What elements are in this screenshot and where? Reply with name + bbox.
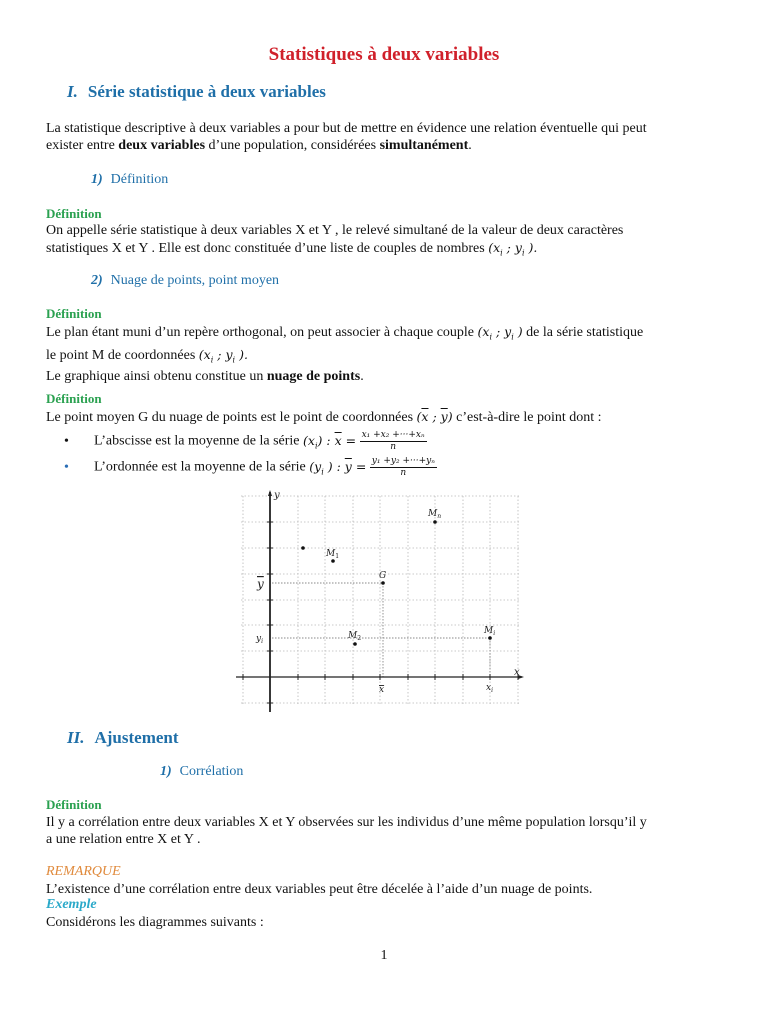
section-2-number: II.: [67, 728, 85, 747]
mean-point-coords: ($\overline{x}$ ; $\overline{y}$): [416, 409, 453, 424]
definition-text: Le graphique ainsi obtenu constitue un: [46, 369, 267, 384]
bullet-text: L’ordonnée est la moyenne de la série: [94, 459, 306, 475]
definition-line: [46, 239, 623, 262]
formula-series: ($y_i$ ) : $\overline{y}$ =: [309, 458, 367, 477]
example-text: Considérons les diagrammes suivants :: [46, 915, 264, 930]
subsection-2-1-heading: [160, 764, 243, 780]
mean-y-formula: [370, 456, 437, 479]
subsection-1-2-heading: [91, 273, 279, 289]
definition-text: c’est-à-dire le point dont :: [456, 410, 602, 425]
couple-formula: ($x_i$ ; $y_i$ ).: [488, 240, 538, 258]
y-mean-label: y: [257, 577, 264, 591]
formula-numerator: x₁ +x₂ +···+xₙ: [361, 430, 425, 440]
definition-text: .: [360, 369, 364, 384]
x-mean-label: x: [379, 685, 385, 695]
example-label: Exemple: [46, 897, 97, 912]
x-axis-label: x: [514, 667, 520, 678]
section-1-title: Série statistique à deux variables: [87, 82, 326, 101]
subsection-1-1-heading: [91, 172, 168, 188]
label-m2: $M_2$: [348, 631, 362, 642]
formula-denominator: n: [390, 442, 396, 452]
definition-text: statistiques X et Y . Elle est donc constituée d’une liste de couples de nombres: [46, 241, 485, 256]
data-point-mn: [433, 520, 437, 524]
intro-line-2: [46, 137, 647, 154]
definition-line: [46, 346, 643, 369]
remark-label: REMARQUE: [46, 864, 121, 879]
definition-line: On appelle série statistique à deux variables X et Y , le relevé simultané de la valeur de deux caractères: [46, 223, 624, 238]
remark-text: L’existence d’une corrélation entre deux variables peut être décelée à l’aide d’un nuage de points.: [46, 882, 593, 897]
label-mn: $M_n$: [428, 509, 442, 520]
subsection-title: Nuage de points, point moyen: [110, 273, 280, 288]
xi-label: $x_i$: [486, 683, 493, 694]
intro-bold-1: deux variables: [118, 138, 206, 153]
y-axis-arrow-icon: [268, 490, 272, 496]
definition-label: Définition: [46, 206, 102, 221]
label-g: G: [379, 571, 387, 581]
couple-formula: ($x_i$ ; $y_i$ ): [477, 324, 523, 342]
intro-text: exister entre: [46, 138, 119, 153]
section-2-title: Ajustement: [94, 728, 179, 747]
mean-x-formula: [360, 430, 427, 453]
yi-label: $y_i$: [256, 634, 264, 645]
bullet-icon: •: [64, 459, 69, 475]
subsection-title: Définition: [110, 172, 169, 187]
data-point: [301, 546, 305, 550]
definition-body: [46, 814, 647, 848]
definition-line: a une relation entre X et Y .: [46, 832, 201, 847]
mean-point-g: [381, 581, 385, 585]
section-2-heading: [67, 728, 179, 748]
definition-text: le point M de coordonnées: [46, 347, 196, 363]
formula-numerator: y₁ +y₂ +···+yₙ: [371, 456, 435, 466]
intro-bold-2: simultanément: [379, 138, 469, 153]
intro-text: d’une population, considérées: [205, 138, 380, 153]
definition-bold: nuage de points: [266, 369, 361, 384]
page-number: 1: [380, 948, 388, 963]
definition-body: [46, 408, 602, 426]
definition-label: Définition: [46, 391, 102, 406]
couple-formula: ($x_i$ ; $y_i$ ).: [198, 346, 248, 364]
subsection-number: 2): [91, 273, 103, 288]
bullet-text: L’abscisse est la moyenne de la série: [94, 433, 300, 449]
definition-line: [46, 323, 643, 346]
formula-series: $(x_i)$ : $\overline{x}$ =: [303, 432, 357, 451]
definition-text: de la série statistique: [526, 325, 644, 340]
definition-label: Définition: [46, 797, 102, 812]
definition-text: Le point moyen G du nuage de points est le point de coordonnées: [46, 410, 414, 425]
subsection-number: 1): [160, 764, 172, 779]
definition-line: [46, 368, 643, 385]
bullet-icon: •: [64, 433, 69, 449]
section-1-number: I.: [67, 82, 78, 101]
data-point-mi: [488, 636, 492, 640]
subsection-number: 1): [91, 172, 103, 187]
document-title: Statistiques à deux variables: [268, 44, 500, 65]
definition-body: [46, 222, 623, 262]
section-1-heading: [67, 82, 326, 102]
bullet-item-abscissa: [64, 430, 427, 454]
definition-text: Le plan étant muni d’un repère orthogonal, on peut associer à chaque couple: [46, 325, 475, 340]
definition-body: [46, 323, 643, 385]
definition-label: Définition: [46, 306, 102, 321]
formula-denominator: n: [400, 468, 407, 478]
definition-line: Il y a corrélation entre deux variables X et Y observées sur les individus d’une même population lorsqu’il y: [46, 815, 647, 830]
data-point-m2: [353, 642, 357, 646]
label-m1: $M_1$: [326, 549, 340, 560]
y-axis-label: y: [274, 490, 280, 501]
scatter-plot-figure: [230, 488, 530, 713]
intro-line-1: La statistique descriptive à deux variables a pour but de mettre en évidence une relation éventuelle qui peut: [46, 121, 647, 136]
subsection-title: Corrélation: [179, 764, 244, 779]
section-1-intro: [46, 120, 647, 154]
label-mi: $M_i$: [484, 626, 496, 637]
bullet-item-ordinate: [64, 456, 437, 480]
intro-text: .: [468, 138, 472, 153]
